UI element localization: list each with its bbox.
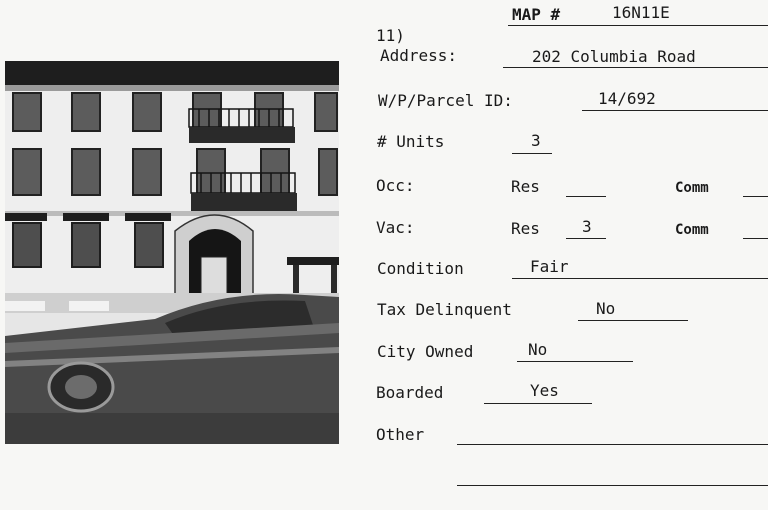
units-underline [512,153,552,154]
units-value: 3 [531,131,541,150]
parcel-underline [582,110,768,111]
map-label: MAP # [512,5,561,24]
occ-res-label: Res [511,177,540,196]
item-number: 11) [376,26,405,45]
address-value: 202 Columbia Road [532,47,696,66]
other-underline [457,444,768,445]
vac-res-label: Res [511,219,540,238]
city-owned-underline [517,361,633,362]
parcel-label: W/P/Parcel ID: [378,91,513,110]
occ-label: Occ: [376,176,415,195]
vac-comm-label: Comm [675,222,709,238]
vac-res-value: 3 [582,217,592,236]
boarded-label: Boarded [376,383,444,402]
units-label: # Units [377,132,445,151]
parcel-value: 14/692 [598,89,656,108]
vac-comm-underline [743,238,768,239]
other-underline-2 [457,485,768,486]
tax-delinquent-label: Tax Delinquent [377,300,512,319]
tax-delinquent-underline [578,320,688,321]
boarded-value: Yes [530,381,559,400]
map-underline [508,25,768,26]
building-photo-image [5,61,339,444]
map-value: 16N11E [612,3,670,22]
occ-res-underline [566,196,606,197]
condition-underline [512,278,768,279]
condition-label: Condition [377,259,464,278]
address-underline [503,67,768,68]
occ-comm-underline [743,196,768,197]
address-label: Address: [380,46,458,65]
tax-delinquent-value: No [596,299,616,318]
other-label: Other [376,425,425,444]
city-owned-label: City Owned [377,342,474,361]
vac-res-underline [566,238,606,239]
condition-value: Fair [530,257,569,276]
boarded-underline [484,403,592,404]
building-photo [5,61,339,444]
city-owned-value: No [528,340,548,359]
occ-comm-label: Comm [675,180,709,196]
vac-label: Vac: [376,218,415,237]
